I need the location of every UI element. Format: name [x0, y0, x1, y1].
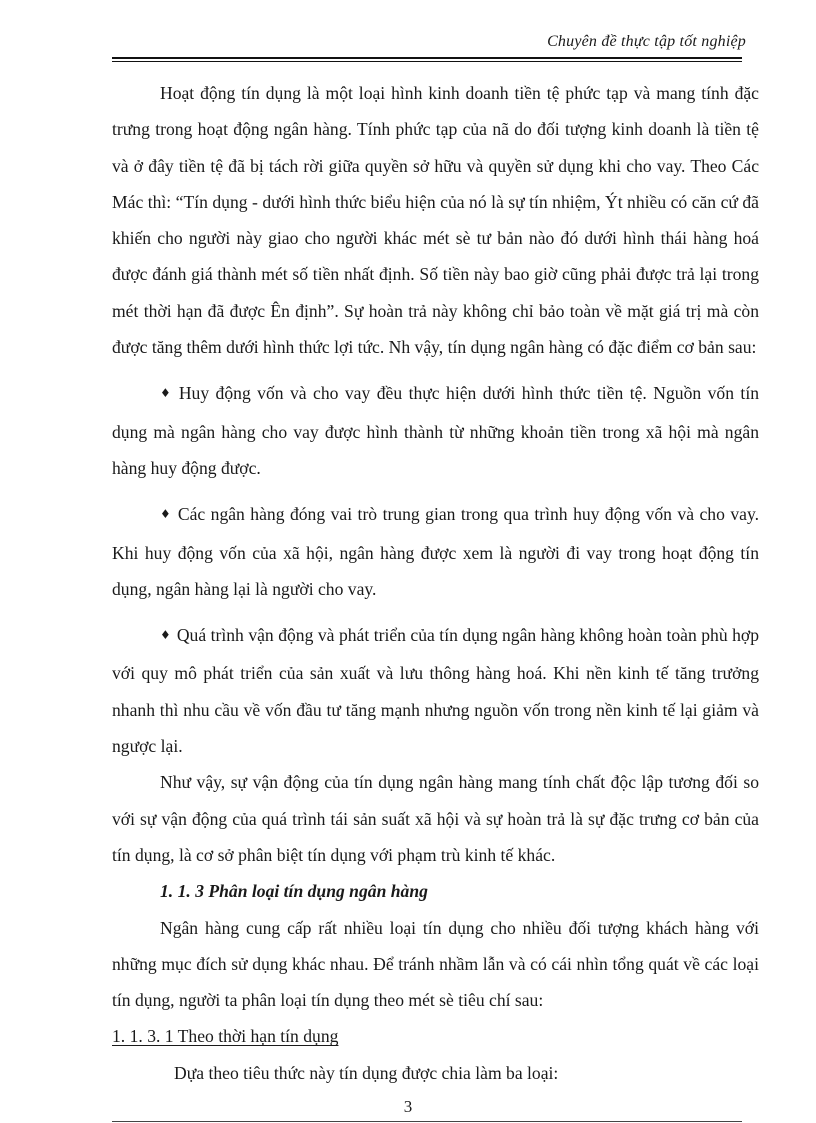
bullet-item-1: [112, 375, 759, 486]
bullet-text-3: Quá trình vận động và phát triển của tín dụng ngân hàng không hoàn toàn phù hợp với quy mô phát triển của sản xuất và lưu thông hàng hoá. Khi nền kinh tế tăng trưởng nhanh thì nhu cầu về vốn đầu tư tăng mạnh nhưng nguồn vốn trong nền kinh tế lại giảm và ngược lại.: [112, 625, 760, 757]
header-rule-thick: [112, 57, 742, 59]
subsection-line: [112, 1018, 759, 1054]
criteria-intro-line: Dựa theo tiêu thức này tín dụng được chia làm ba loại:: [174, 1062, 559, 1083]
footer-rule: [112, 1121, 742, 1122]
header-rule-thin: [112, 61, 742, 62]
diamond-bullet-icon: ♦: [160, 628, 171, 643]
intro-paragraph: Hoạt động tín dụng là một loại hình kinh doanh tiền tệ phức tạp và mang tính đặc trưng trong hoạt động ngân hàng. Tính phức tạp của nã do đối tượng kinh doanh là tiền tệ và ở đây tiền tệ đã bị tách rời giữa quyền sở hữu và quyền sử dụng khi cho vay. Theo Các Mác thì: “Tín dụng - dưới hình thức biểu hiện của nó là sự tín nhiệm, Ýt nhiều có căn cứ đã khiến cho người này giao cho người khác mét sè tư bản nào đó dưới hình thái hàng hoá được đánh giá thành mét số tiền nhất định. Số tiền này bao giờ cũng phải được trả lại trong mét thời hạn đã được Ên định”. Sự hoàn trả này không chỉ bảo toàn về mặt giá trị mà còn được tăng thêm dưới hình thức lợi tức. Nh vậy, tín dụng ngân hàng có đặc điểm cơ bản sau:: [112, 83, 759, 358]
diamond-bullet-icon: ♦: [160, 507, 172, 522]
running-header: Chuyên đề thực tập tốt nghiệp: [547, 33, 746, 50]
section-heading: 1. 1. 3 Phân loại tín dụng ngân hàng: [160, 881, 428, 902]
bullet-text-2: Các ngân hàng đóng vai trò trung gian trong qua trình huy động vốn và cho vay. Khi huy động vốn của xã hội, ngân hàng được xem là người đi vay trong hoạt động tín dụng, ngân hàng lại là người cho vay.: [112, 504, 759, 599]
bullet-item-2: [112, 496, 759, 607]
classification-paragraph: Ngân hàng cung cấp rất nhiều loại tín dụng cho nhiều đối tượng khách hàng với những mục đích sử dụng khác nhau. Để tránh nhầm lẫn và có cái nhìn tổng quát về các loại tín dụng, người ta phân loại tín dụng theo mét sè tiêu chí sau:: [112, 917, 759, 1011]
summary-paragraph: Như vậy, sự vận động của tín dụng ngân hàng mang tính chất độc lập tương đối so với sự vận động của quá trình tái sản suất xã hội và sự hoàn trả là sự đặc trưng cơ bản của tín dụng, là cơ sở phân biệt tín dụng với phạm trù kinh tế khác.: [112, 772, 759, 865]
bullet-item-3: [112, 617, 759, 764]
subsection-heading: 1. 1. 3. 1 Theo thời hạn tín dụng: [112, 1026, 339, 1047]
bullet-text-1: Huy động vốn và cho vay đều thực hiện dưới hình thức tiền tệ. Nguồn vốn tín dụng mà ngân hàng cho vay được hình thành từ những khoản tiền trong xã hội mà ngân hàng huy động được.: [112, 383, 759, 478]
page-body: [112, 75, 759, 1091]
page-number: 3: [403, 1097, 413, 1116]
diamond-bullet-icon: ♦: [160, 386, 173, 401]
